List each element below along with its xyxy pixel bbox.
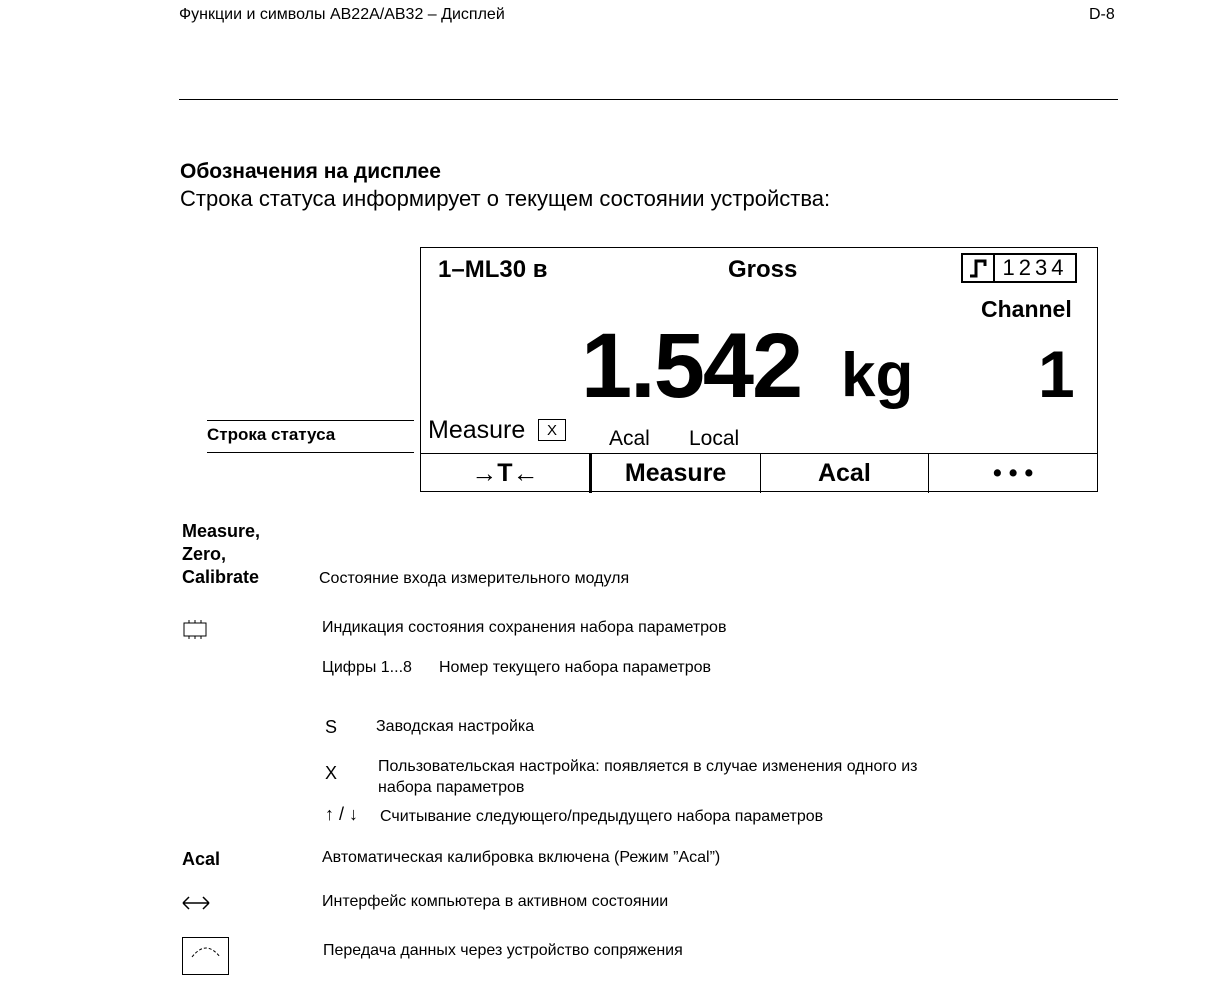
paramset-desc: Индикация состояния сохранения набора параметров [322, 619, 727, 636]
param-store-icon [182, 619, 208, 646]
section-heading: Обозначения на дисплее [180, 160, 441, 183]
tare-softkey-label: T [497, 459, 513, 487]
status-acal: Acal [609, 427, 650, 450]
modes-label-1: Measure, [182, 521, 261, 541]
header-divider [179, 99, 1118, 100]
weight-value: 1.542 [581, 315, 802, 417]
softkey-row [421, 453, 1097, 493]
status-line-label: Строка статуса [207, 425, 336, 444]
arrow-left-icon: ← [512, 458, 539, 488]
interface-icon [181, 893, 211, 918]
status-measure: Measure [428, 416, 526, 444]
device-name: 1–ML30 в [438, 256, 548, 283]
x-desc-2: набора параметров [378, 779, 525, 796]
s-label: S [325, 717, 338, 737]
status-line-top-rule [207, 420, 414, 421]
modes-label-3: Calibrate [182, 567, 260, 587]
x-desc-1: Пользовательская настройка: появляется в случае изменения одного из [378, 758, 918, 775]
more-softkey[interactable]: • • • [993, 459, 1034, 487]
weight-unit: kg [841, 341, 914, 410]
x-label: X [325, 763, 338, 783]
channel-label: Channel [981, 296, 1072, 322]
digits-desc: Номер текущего набора параметров [439, 659, 712, 676]
arrows-label: ↑ / ↓ [325, 804, 359, 824]
acal-label: Acal [182, 849, 221, 869]
param-set-numbers: 1234 [1002, 255, 1068, 280]
modes-label-2: Zero, [182, 544, 227, 564]
weighing-mode: Gross [728, 256, 798, 283]
modes-desc: Состояние входа измерительного модуля [319, 570, 630, 587]
page-number: D-8 [1089, 6, 1115, 23]
arrow-right-icon: → [471, 458, 498, 488]
param-step-icon [963, 255, 995, 281]
tare-softkey[interactable] [421, 454, 592, 493]
display-panel [420, 247, 1098, 492]
status-line-bottom-rule [207, 452, 414, 453]
transfer-desc: Передача данных через устройство сопряжения [323, 942, 683, 959]
interface-desc: Интерфейс компьютера в активном состоянии [322, 893, 669, 910]
param-set-indicator [961, 253, 1077, 283]
header-title: Функции и символы AB22A/AB32 – Дисплей [179, 6, 505, 23]
arrows-desc: Считывание следующего/предыдущего набора параметров [380, 808, 824, 825]
status-param-flag: X [538, 419, 566, 441]
data-transfer-icon [182, 937, 230, 981]
acal-desc: Автоматическая калибровка включена (Режим ”Acal”) [322, 849, 721, 866]
digits-label: Цифры 1...8 [322, 659, 412, 676]
measure-softkey[interactable]: Measure [592, 454, 761, 493]
acal-softkey[interactable]: Acal [761, 454, 930, 493]
section-intro: Строка статуса информирует о текущем состоянии устройства: [180, 186, 831, 211]
channel-value: 1 [1038, 337, 1075, 411]
s-desc: Заводская настройка [376, 718, 535, 735]
status-local: Local [689, 427, 740, 450]
